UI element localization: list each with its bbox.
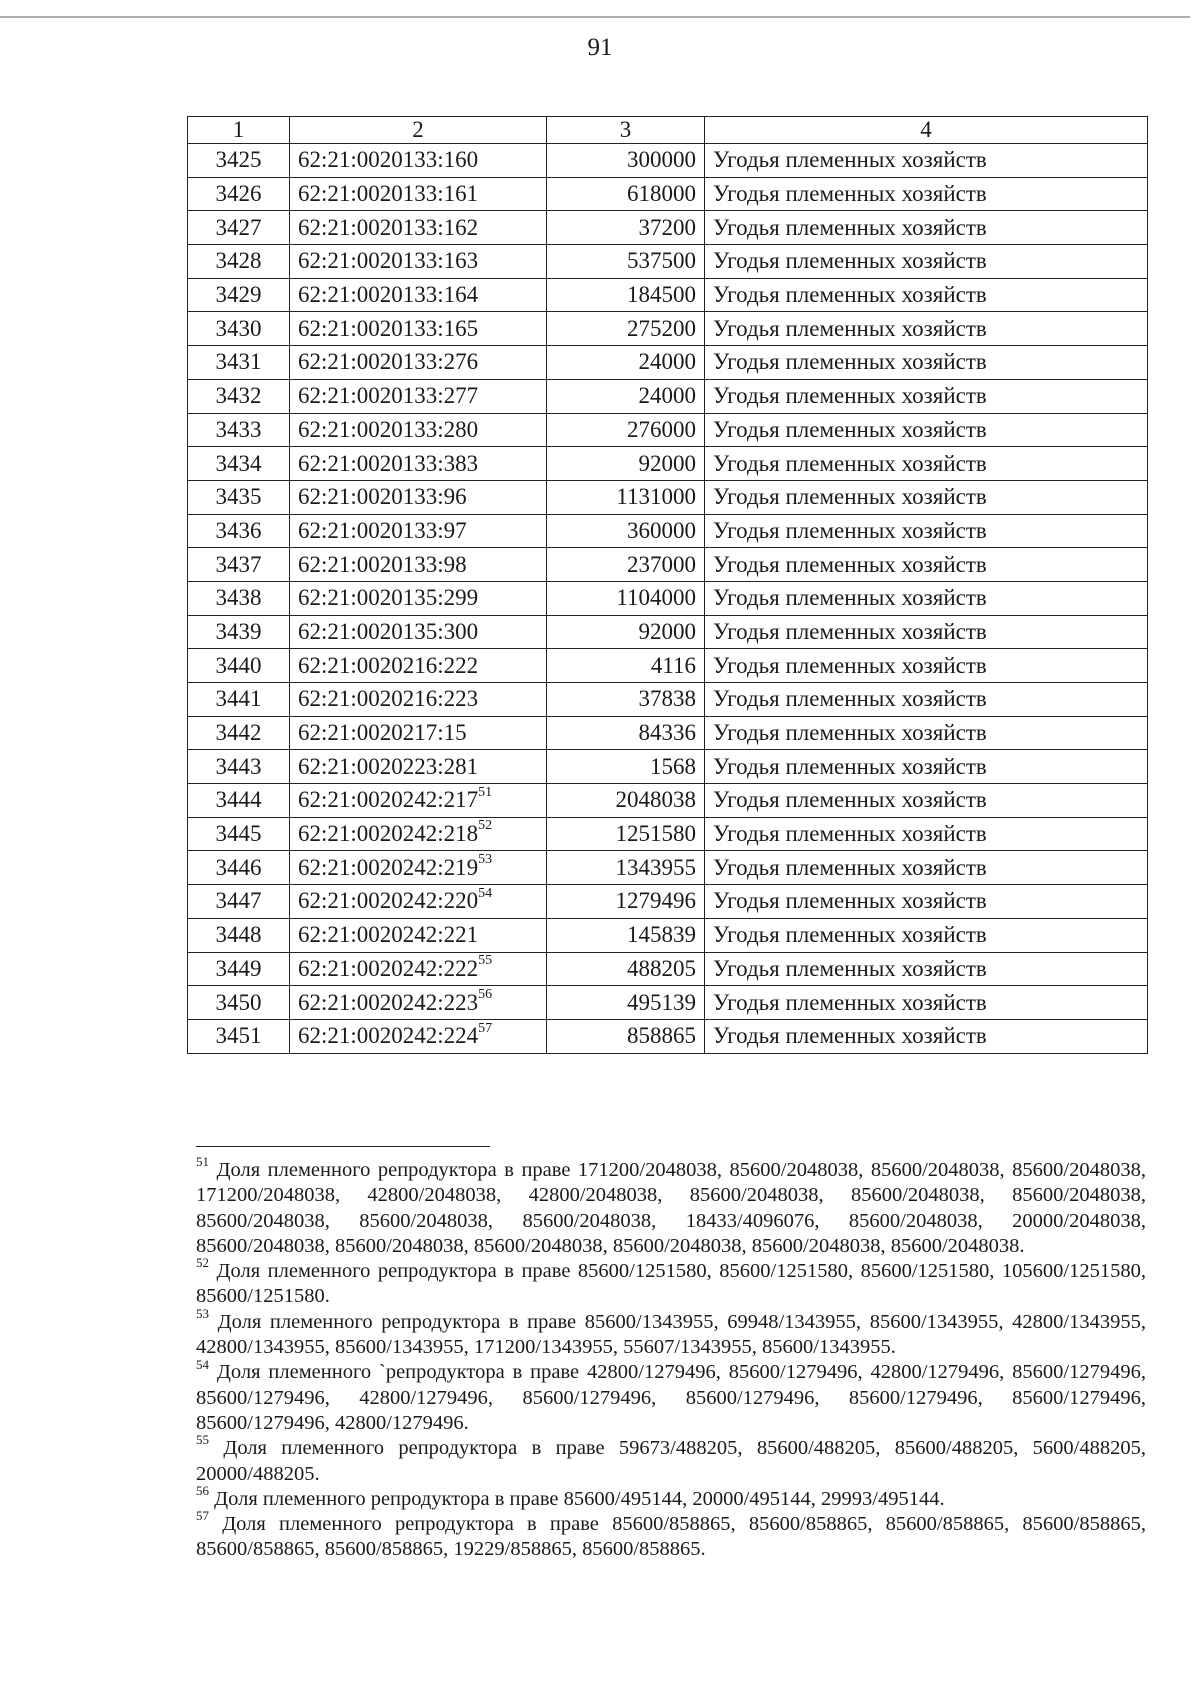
land-use-cell: Угодья племенных хозяйств bbox=[705, 851, 1148, 885]
row-number-cell: 3436 bbox=[188, 514, 290, 548]
row-number-cell: 3430 bbox=[188, 312, 290, 346]
footnote-reference: 53 bbox=[478, 852, 493, 868]
footnote-text: Доля племенного репродуктора в праве 85600/495144, 20000/495144, 29993/495144. bbox=[214, 1487, 945, 1510]
area-cell: 92000 bbox=[547, 615, 705, 649]
cadastral-number-cell bbox=[290, 615, 547, 649]
footnote-text: Доля племенного `репродуктора в праве 42800/1279496, 85600/1279496, 42800/1279496, 85600/1279496, 85600/1279496, 42800/1279496, 85600/1279496, 85600/1279496, 85600/1279496, 85600/1279496, 85600/1279496, 42800/1279496. bbox=[196, 1361, 1146, 1434]
land-use-cell: Угодья племенных хозяйств bbox=[705, 784, 1148, 818]
table-row bbox=[188, 750, 1148, 784]
land-use-cell: Угодья племенных хозяйств bbox=[705, 716, 1148, 750]
cadastral-number: 62:21:0020223:281 bbox=[298, 753, 479, 779]
cadastral-number-cell bbox=[290, 885, 547, 919]
land-use-cell: Угодья племенных хозяйств bbox=[705, 278, 1148, 312]
area-cell: 37200 bbox=[547, 211, 705, 245]
cadastral-number: 62:21:0020133:165 bbox=[298, 315, 479, 341]
cadastral-number: 62:21:0020216:223 bbox=[298, 686, 479, 712]
footnote bbox=[196, 1154, 1146, 1259]
cadastral-number-cell bbox=[290, 514, 547, 548]
table-row bbox=[188, 615, 1148, 649]
table-row bbox=[188, 784, 1148, 818]
footnote-reference: 57 bbox=[478, 1020, 493, 1036]
table-row bbox=[188, 649, 1148, 683]
row-number-cell: 3445 bbox=[188, 817, 290, 851]
area-cell: 360000 bbox=[547, 514, 705, 548]
footnote-text: Доля племенного репродуктора в праве 171200/2048038, 85600/2048038, 85600/2048038, 85600/2048038, 171200/2048038, 42800/2048038, 42800/2048038, 85600/2048038, 85600/2048038, 85600/2048038, 85600/2048038, 85600/2048038, 85600/2048038, 18433/4096076, 85600/2048038, 20000/2048038, 85600/2048038, 85600/2048038, 85600/2048038, 85600/2048038, 85600/2048038, 85600/2048038. bbox=[196, 1159, 1146, 1257]
footnote-text: Доля племенного репродуктора в праве 85600/1251580, 85600/1251580, 85600/1251580, 105600/1251580, 85600/1251580. bbox=[196, 1260, 1146, 1308]
table-row bbox=[188, 952, 1148, 986]
area-cell: 1251580 bbox=[547, 817, 705, 851]
table-row bbox=[188, 514, 1148, 548]
land-use-cell: Угодья племенных хозяйств bbox=[705, 750, 1148, 784]
table-row bbox=[188, 885, 1148, 919]
cadastral-number: 62:21:0020133:277 bbox=[298, 383, 479, 409]
area-cell: 4116 bbox=[547, 649, 705, 683]
table-row bbox=[188, 379, 1148, 413]
area-cell: 37838 bbox=[547, 683, 705, 717]
land-use-cell: Угодья племенных хозяйств bbox=[705, 177, 1148, 211]
row-number-cell: 3434 bbox=[188, 447, 290, 481]
footnote-mark: 57 bbox=[196, 1508, 209, 1524]
land-use-cell: Угодья племенных хозяйств bbox=[705, 245, 1148, 279]
land-use-cell: Угодья племенных хозяйств bbox=[705, 918, 1148, 952]
land-use-cell: Угодья племенных хозяйств bbox=[705, 312, 1148, 346]
footnote-reference: 51 bbox=[478, 784, 493, 800]
cadastral-number-cell bbox=[290, 480, 547, 514]
row-number-cell: 3429 bbox=[188, 278, 290, 312]
table-row bbox=[188, 312, 1148, 346]
footnote-text: Доля племенного репродуктора в праве 59673/488205, 85600/488205, 85600/488205, 5600/488205, 20000/488205. bbox=[196, 1437, 1146, 1485]
cadastral-number-cell bbox=[290, 784, 547, 818]
area-cell: 184500 bbox=[547, 278, 705, 312]
cadastral-number-cell bbox=[290, 548, 547, 582]
footnote bbox=[196, 1483, 1146, 1512]
footnote bbox=[196, 1305, 1146, 1361]
row-number-cell: 3444 bbox=[188, 784, 290, 818]
cadastral-number: 62:21:0020133:162 bbox=[298, 214, 479, 240]
land-use-cell: Угодья племенных хозяйств bbox=[705, 548, 1148, 582]
column-header-4: 4 bbox=[705, 117, 1148, 144]
table-row bbox=[188, 447, 1148, 481]
cadastral-number: 62:21:0020133:160 bbox=[298, 147, 479, 173]
cadastral-number-cell bbox=[290, 851, 547, 885]
column-header-3: 3 bbox=[547, 117, 705, 144]
table-row bbox=[188, 683, 1148, 717]
cadastral-number-cell bbox=[290, 952, 547, 986]
cadastral-number-cell bbox=[290, 211, 547, 245]
area-cell: 858865 bbox=[547, 1019, 705, 1053]
table-row bbox=[188, 581, 1148, 615]
column-header-1: 1 bbox=[188, 117, 290, 144]
cadastral-number-cell bbox=[290, 986, 547, 1020]
footnote bbox=[196, 1255, 1146, 1310]
table-row bbox=[188, 851, 1148, 885]
area-cell: 1104000 bbox=[547, 581, 705, 615]
row-number-cell: 3432 bbox=[188, 379, 290, 413]
land-use-cell: Угодья племенных хозяйств bbox=[705, 986, 1148, 1020]
row-number-cell: 3446 bbox=[188, 851, 290, 885]
footnote-separator bbox=[196, 1146, 490, 1147]
area-cell: 618000 bbox=[547, 177, 705, 211]
cadastral-number-cell bbox=[290, 1019, 547, 1053]
area-cell: 1279496 bbox=[547, 885, 705, 919]
cadastral-number: 62:21:0020242:217 bbox=[298, 787, 479, 813]
table-body bbox=[188, 144, 1148, 1054]
land-use-cell: Угодья племенных хозяйств bbox=[705, 1019, 1148, 1053]
land-use-cell: Угодья племенных хозяйств bbox=[705, 649, 1148, 683]
cadastral-number: 62:21:0020242:220 bbox=[298, 888, 479, 914]
land-use-cell: Угодья племенных хозяйств bbox=[705, 952, 1148, 986]
land-use-cell: Угодья племенных хозяйств bbox=[705, 480, 1148, 514]
area-cell: 495139 bbox=[547, 986, 705, 1020]
land-use-cell: Угодья племенных хозяйств bbox=[705, 211, 1148, 245]
row-number-cell: 3441 bbox=[188, 683, 290, 717]
cadastral-number: 62:21:0020133:276 bbox=[298, 349, 479, 375]
row-number-cell: 3438 bbox=[188, 581, 290, 615]
footnote bbox=[196, 1508, 1146, 1563]
footnote-reference: 56 bbox=[478, 986, 493, 1002]
land-use-cell: Угодья племенных хозяйств bbox=[705, 346, 1148, 380]
row-number-cell: 3426 bbox=[188, 177, 290, 211]
area-cell: 2048038 bbox=[547, 784, 705, 818]
area-cell: 275200 bbox=[547, 312, 705, 346]
cadastral-number-cell bbox=[290, 413, 547, 447]
cadastral-number: 62:21:0020135:299 bbox=[298, 585, 479, 611]
land-use-cell: Угодья племенных хозяйств bbox=[705, 885, 1148, 919]
area-cell: 84336 bbox=[547, 716, 705, 750]
page-number: 91 bbox=[587, 34, 613, 61]
cadastral-number-cell bbox=[290, 750, 547, 784]
cadastral-number: 62:21:0020242:223 bbox=[298, 989, 479, 1015]
table-row bbox=[188, 144, 1148, 178]
row-number-cell: 3449 bbox=[188, 952, 290, 986]
row-number-cell: 3443 bbox=[188, 750, 290, 784]
cadastral-number-cell bbox=[290, 649, 547, 683]
cadastral-number: 62:21:0020242:218 bbox=[298, 821, 479, 847]
footnote bbox=[196, 1356, 1146, 1436]
footnote-mark: 52 bbox=[196, 1255, 209, 1271]
area-cell: 24000 bbox=[547, 346, 705, 380]
area-cell: 300000 bbox=[547, 144, 705, 178]
row-number-cell: 3428 bbox=[188, 245, 290, 279]
row-number-cell: 3450 bbox=[188, 986, 290, 1020]
footnote-mark: 55 bbox=[196, 1432, 209, 1448]
footnote-text: Доля племенного репродуктора в праве 85600/1343955, 69948/1343955, 85600/1343955, 42800/1343955, 42800/1343955, 85600/1343955, 171200/1343955, 55607/1343955, 85600/1343955. bbox=[196, 1310, 1146, 1359]
column-header-2: 2 bbox=[290, 117, 547, 144]
cadastral-number: 62:21:0020133:161 bbox=[298, 181, 479, 207]
row-number-cell: 3440 bbox=[188, 649, 290, 683]
land-use-cell: Угодья племенных хозяйств bbox=[705, 447, 1148, 481]
land-use-cell: Угодья племенных хозяйств bbox=[705, 413, 1148, 447]
table-row bbox=[188, 548, 1148, 582]
table-row bbox=[188, 278, 1148, 312]
cadastral-number: 62:21:0020242:222 bbox=[298, 955, 479, 981]
cadastral-number: 62:21:0020242:221 bbox=[298, 922, 479, 948]
cadastral-number: 62:21:0020133:98 bbox=[298, 551, 467, 577]
table-row bbox=[188, 413, 1148, 447]
cadastral-number-cell bbox=[290, 683, 547, 717]
cadastral-number: 62:21:0020242:224 bbox=[298, 1023, 479, 1049]
area-cell: 488205 bbox=[547, 952, 705, 986]
table-row bbox=[188, 480, 1148, 514]
land-use-cell: Угодья племенных хозяйств bbox=[705, 379, 1148, 413]
cadastral-number: 62:21:0020133:383 bbox=[298, 450, 479, 476]
cadastral-number-cell bbox=[290, 346, 547, 380]
cadastral-number-cell bbox=[290, 144, 547, 178]
area-cell: 92000 bbox=[547, 447, 705, 481]
cadastral-number-cell bbox=[290, 716, 547, 750]
row-number-cell: 3442 bbox=[188, 716, 290, 750]
footnote-reference: 52 bbox=[478, 818, 493, 834]
cadastral-number: 62:21:0020135:300 bbox=[298, 618, 479, 644]
row-number-cell: 3447 bbox=[188, 885, 290, 919]
row-number-cell: 3435 bbox=[188, 480, 290, 514]
scan-edge bbox=[0, 16, 1190, 21]
cadastral-number: 62:21:0020242:219 bbox=[298, 854, 479, 880]
table-row bbox=[188, 716, 1148, 750]
table-header bbox=[188, 117, 1148, 144]
table-row bbox=[188, 918, 1148, 952]
footnote-reference: 54 bbox=[478, 885, 493, 901]
cadastral-number: 62:21:0020133:96 bbox=[298, 484, 467, 510]
cadastral-number: 62:21:0020133:280 bbox=[298, 416, 479, 442]
area-cell: 145839 bbox=[547, 918, 705, 952]
cadastral-number-cell bbox=[290, 918, 547, 952]
table-row bbox=[188, 346, 1148, 380]
cadastral-number-cell bbox=[290, 278, 547, 312]
row-number-cell: 3451 bbox=[188, 1019, 290, 1053]
table-row bbox=[188, 986, 1148, 1020]
row-number-cell: 3437 bbox=[188, 548, 290, 582]
header-row bbox=[188, 117, 1148, 144]
land-use-cell: Угодья племенных хозяйств bbox=[705, 144, 1148, 178]
row-number-cell: 3448 bbox=[188, 918, 290, 952]
row-number-cell: 3425 bbox=[188, 144, 290, 178]
cadastral-number-cell bbox=[290, 312, 547, 346]
land-plots-table bbox=[187, 116, 1148, 1054]
table-row bbox=[188, 817, 1148, 851]
cadastral-number: 62:21:0020133:97 bbox=[298, 517, 467, 543]
area-cell: 237000 bbox=[547, 548, 705, 582]
footnote-mark: 51 bbox=[196, 1154, 209, 1170]
footnote-reference: 55 bbox=[478, 953, 493, 969]
area-cell: 1568 bbox=[547, 750, 705, 784]
cadastral-number-cell bbox=[290, 581, 547, 615]
land-use-cell: Угодья племенных хозяйств bbox=[705, 514, 1148, 548]
table-row bbox=[188, 177, 1148, 211]
area-cell: 24000 bbox=[547, 379, 705, 413]
cadastral-number: 62:21:0020217:15 bbox=[298, 720, 467, 746]
cadastral-number: 62:21:0020216:222 bbox=[298, 652, 479, 678]
footnote-mark: 53 bbox=[196, 1305, 209, 1321]
footnote-text: Доля племенного репродуктора в праве 85600/858865, 85600/858865, 85600/858865, 85600/858865, 85600/858865, 85600/858865, 19229/858865, 85600/858865. bbox=[196, 1513, 1146, 1561]
cadastral-number-cell bbox=[290, 817, 547, 851]
cadastral-number-cell bbox=[290, 447, 547, 481]
cadastral-number-cell bbox=[290, 379, 547, 413]
table-row bbox=[188, 1019, 1148, 1053]
table-row bbox=[188, 211, 1148, 245]
area-cell: 1131000 bbox=[547, 480, 705, 514]
cadastral-number-cell bbox=[290, 245, 547, 279]
area-cell: 537500 bbox=[547, 245, 705, 279]
area-cell: 276000 bbox=[547, 413, 705, 447]
land-use-cell: Угодья племенных хозяйств bbox=[705, 683, 1148, 717]
cadastral-number: 62:21:0020133:163 bbox=[298, 248, 479, 274]
cadastral-number-cell bbox=[290, 177, 547, 211]
cadastral-number: 62:21:0020133:164 bbox=[298, 282, 479, 308]
land-use-cell: Угодья племенных хозяйств bbox=[705, 581, 1148, 615]
land-use-cell: Угодья племенных хозяйств bbox=[705, 615, 1148, 649]
row-number-cell: 3431 bbox=[188, 346, 290, 380]
table-row bbox=[188, 245, 1148, 279]
land-use-cell: Угодья племенных хозяйств bbox=[705, 817, 1148, 851]
footnotes bbox=[196, 1154, 1146, 1563]
footnote bbox=[196, 1432, 1146, 1487]
footnote-mark: 54 bbox=[196, 1356, 209, 1372]
area-cell: 1343955 bbox=[547, 851, 705, 885]
row-number-cell: 3433 bbox=[188, 413, 290, 447]
row-number-cell: 3427 bbox=[188, 211, 290, 245]
footnote-mark: 56 bbox=[196, 1483, 209, 1499]
row-number-cell: 3439 bbox=[188, 615, 290, 649]
